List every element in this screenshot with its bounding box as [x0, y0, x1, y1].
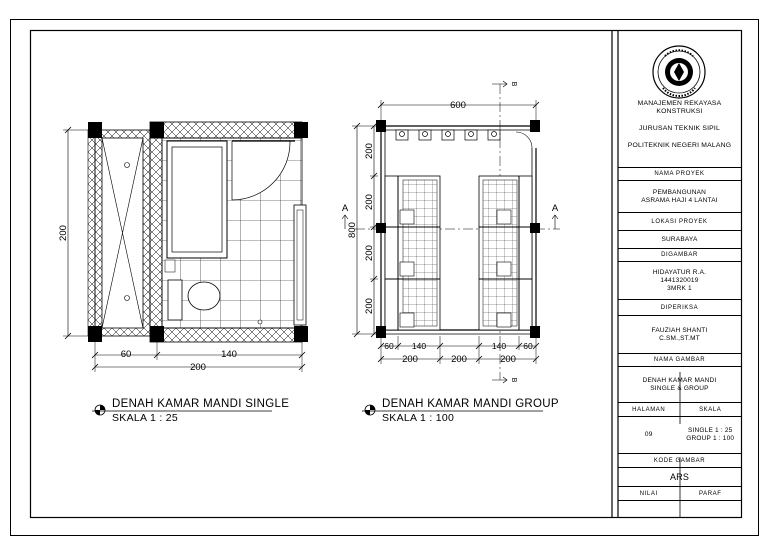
sign-label: PARAF — [698, 490, 722, 497]
drawing-name: DENAH KAMAR MANDI SINGLE & GROUP — [642, 376, 717, 392]
group-plan-scale: SKALA 1 : 100 — [382, 412, 455, 424]
group-plan-title: DENAH KAMAR MANDI GROUP — [382, 398, 559, 410]
dim-group-outer-1: 200 — [402, 354, 418, 365]
dim-group-row-4: 200 — [364, 298, 375, 314]
dim-group-row-1: 200 — [364, 143, 375, 159]
institution-line-2: JURUSAN TEKNIK SIPIL — [639, 125, 720, 132]
drawn-label: DIGAMBAR — [661, 252, 698, 258]
location-label: LOKASI PROYEK — [651, 218, 708, 225]
dim-single-total: 200 — [190, 362, 206, 373]
dim-group-outer-2: 200 — [451, 354, 467, 365]
section-marker-a-right: A — [551, 203, 559, 214]
dim-single-left: 60 — [120, 349, 132, 360]
dim-group-height: 800 — [347, 222, 358, 238]
dim-group-bottom-1: 60 — [384, 341, 394, 351]
institution-line-1: MANAJEMEN REKAYASA KONSTRUKSI — [637, 99, 722, 115]
project-name: PEMBANGUNAN ASRAMA HAJI 4 LANTAI — [641, 188, 718, 204]
dim-group-bottom-3: 140 — [491, 341, 507, 351]
dim-group-row-3: 200 — [364, 245, 375, 261]
section-marker-b-bottom: B — [510, 377, 517, 383]
dim-group-outer-3: 200 — [500, 354, 516, 365]
drawn-by: HIDAYATUR R.A. 1441320019 3MRK 1 — [652, 268, 707, 292]
dim-single-right: 140 — [221, 349, 237, 360]
location-value: SURABAYA — [661, 235, 698, 243]
code-value: ARS — [669, 472, 690, 482]
dim-group-bottom-2: 140 — [411, 341, 427, 351]
single-plan-scale: SKALA 1 : 25 — [112, 412, 179, 424]
grade-label: NILAI — [639, 490, 658, 497]
single-bathroom-plan — [63, 122, 308, 415]
code-label: KODE GAMBAR — [653, 457, 706, 464]
scale-label: SKALA — [699, 406, 722, 413]
dim-single-height: 200 — [58, 225, 69, 241]
page-number: 09 — [644, 431, 653, 438]
dim-group-bottom-4: 60 — [523, 341, 533, 351]
checked-by: FAUZIAH SHANTI C.SM.,ST.MT — [651, 326, 708, 342]
title-block — [618, 30, 741, 518]
section-marker-b-top: B — [510, 81, 517, 87]
page-label: HALAMAN — [632, 406, 666, 413]
project-label: NAMA PROYEK — [654, 171, 705, 177]
dim-group-top: 600 — [450, 100, 466, 111]
checked-label: DIPERIKSA — [660, 304, 699, 311]
drawing-label: NAMA GAMBAR — [653, 357, 706, 363]
single-plan-title: DENAH KAMAR MANDI SINGLE — [112, 398, 290, 410]
section-marker-a-left: A — [341, 203, 349, 214]
scale-values: SINGLE 1 : 25 GROUP 1 : 100 — [686, 427, 735, 442]
dim-group-row-2: 200 — [364, 194, 375, 210]
institution-line-3: POLITEKNIK NEGERI MALANG — [627, 142, 732, 149]
